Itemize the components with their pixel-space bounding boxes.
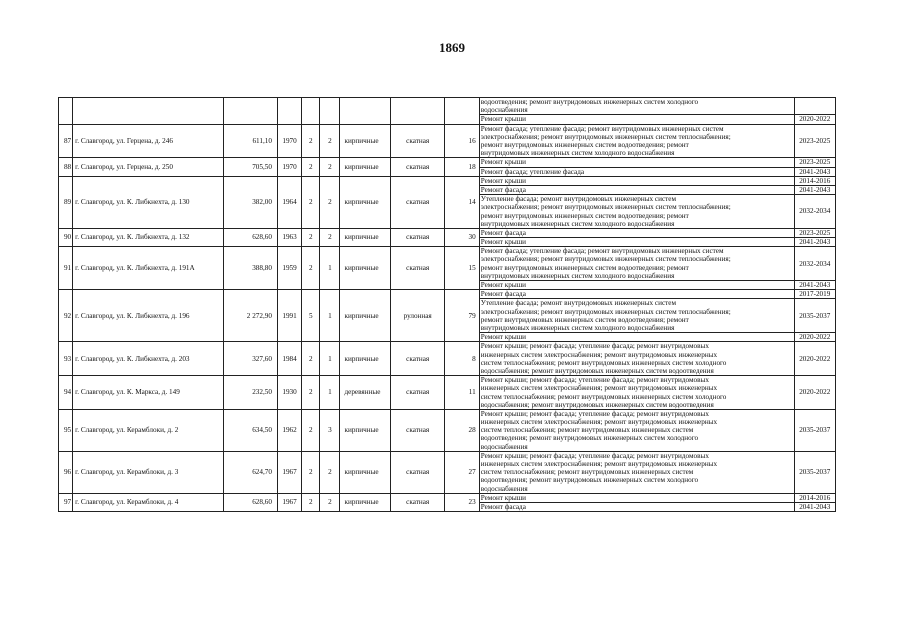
wall-material-cell: кирпичные bbox=[340, 290, 390, 342]
repair-works-line: Ремонт крыши bbox=[480, 493, 527, 502]
house-number-cell: 92 bbox=[59, 290, 73, 342]
repair-period-cell: 2014-2016 bbox=[794, 176, 835, 185]
year-cell: 1970 bbox=[277, 158, 301, 176]
floors-cell: 2 bbox=[302, 342, 320, 376]
repair-works-line: Утепление фасада; ремонт внутридомовых инженерных систем bbox=[480, 299, 677, 308]
wall-material-cell: кирпичные bbox=[340, 451, 390, 493]
repair-works-line: Ремонт крыши; ремонт фасада; утепление фасада; ремонт внутридомовых bbox=[480, 342, 709, 351]
roof-type-cell: скатная bbox=[390, 376, 444, 410]
roof-type-cell: скатная bbox=[390, 342, 444, 376]
repair-period-cell: 2035-2037 bbox=[794, 451, 835, 493]
repair-works-cell bbox=[479, 124, 794, 158]
repair-works-line: систем теплоснабжения; ремонт внутридомовых инженерных систем bbox=[480, 468, 694, 477]
roof-type-cell: рулонная bbox=[390, 290, 444, 342]
repair-works-line: водоснабжения bbox=[480, 106, 528, 115]
repair-works-line: систем теплоснабжения; ремонт внутридомовых инженерных систем холодного bbox=[480, 392, 727, 401]
table-row bbox=[59, 342, 836, 376]
repair-works-line: ремонт внутридомовых инженерных систем водоотведения; ремонт bbox=[480, 211, 689, 220]
year-cell: 1991 bbox=[277, 290, 301, 342]
repair-period-cell: 2032-2034 bbox=[794, 195, 835, 229]
floors-cell: 2 bbox=[302, 247, 320, 290]
house-number-cell: 90 bbox=[59, 228, 73, 246]
repair-period-cell: 2020-2022 bbox=[794, 333, 835, 342]
area-cell bbox=[224, 98, 277, 125]
table-row bbox=[59, 451, 836, 493]
residents-count-cell: 30 bbox=[445, 228, 479, 246]
residents-count-cell: 18 bbox=[445, 158, 479, 176]
repair-works-cell bbox=[479, 228, 794, 237]
repair-works-cell bbox=[479, 299, 794, 333]
wall-material-cell: кирпичные bbox=[340, 158, 390, 176]
repair-works-line: инженерных систем электроснабжения; ремонт внутридомовых инженерных bbox=[480, 384, 718, 393]
repair-period-cell: 2035-2037 bbox=[794, 299, 835, 333]
repair-works-line: Ремонт фасада bbox=[480, 290, 526, 299]
repair-period-cell: 2020-2022 bbox=[794, 115, 835, 124]
table-body bbox=[59, 98, 836, 512]
repair-period-cell: 2020-2022 bbox=[794, 342, 835, 376]
repair-works-line: ремонт внутридомовых инженерных систем водоотведения; ремонт bbox=[480, 263, 689, 272]
table-row bbox=[59, 247, 836, 281]
repair-works-line: водоснабжения bbox=[480, 442, 528, 451]
address-cell: г. Славгород, ул. К. Либкнехта, д. 191А bbox=[73, 247, 224, 290]
wall-material-cell: кирпичные bbox=[340, 228, 390, 246]
address-cell: г. Славгород, ул. Керамблоки, д. 4 bbox=[73, 493, 224, 511]
floors-cell: 5 bbox=[302, 290, 320, 342]
house-number-cell: 96 bbox=[59, 451, 73, 493]
address-cell: г. Славгород, ул. Герцена, д. 246 bbox=[73, 124, 224, 158]
repair-works-line: систем теплоснабжения; ремонт внутридомовых инженерных систем bbox=[480, 426, 694, 435]
repair-works-cell bbox=[479, 451, 794, 493]
year-cell: 1967 bbox=[277, 451, 301, 493]
repair-works-line: Ремонт фасада bbox=[480, 185, 526, 194]
year-cell: 1959 bbox=[277, 247, 301, 290]
address-cell: г. Славгород, ул. Керамблоки, д. 3 bbox=[73, 451, 224, 493]
repair-works-line: инженерных систем электроснабжения; ремонт внутридомовых инженерных bbox=[480, 460, 718, 469]
repair-works-cell bbox=[479, 115, 794, 124]
entrances-cell: 2 bbox=[320, 176, 340, 228]
repair-works-cell bbox=[479, 158, 794, 167]
address-cell bbox=[73, 98, 224, 125]
year-cell: 1930 bbox=[277, 376, 301, 410]
repair-works-line: Ремонт крыши bbox=[480, 238, 527, 247]
repair-works-cell bbox=[479, 502, 794, 511]
entrances-cell: 3 bbox=[320, 409, 340, 451]
repair-period-cell: 2023-2025 bbox=[794, 228, 835, 237]
roof-type-cell: скатная bbox=[390, 124, 444, 158]
entrances-cell: 2 bbox=[320, 493, 340, 511]
wall-material-cell: кирпичные bbox=[340, 342, 390, 376]
year-cell: 1970 bbox=[277, 124, 301, 158]
roof-type-cell: скатная bbox=[390, 158, 444, 176]
repair-works-cell bbox=[479, 247, 794, 281]
wall-material-cell: деревянные bbox=[340, 376, 390, 410]
year-cell: 1967 bbox=[277, 493, 301, 511]
residents-count-cell: 15 bbox=[445, 247, 479, 290]
floors-cell: 2 bbox=[302, 409, 320, 451]
entrances-cell: 1 bbox=[320, 342, 340, 376]
house-number-cell: 94 bbox=[59, 376, 73, 410]
area-cell: 611,10 bbox=[224, 124, 277, 158]
table-row bbox=[59, 158, 836, 167]
repair-period-cell: 2041-2043 bbox=[794, 281, 835, 290]
repair-period-cell: 2041-2043 bbox=[794, 502, 835, 511]
entrances-cell: 2 bbox=[320, 158, 340, 176]
repair-works-line: Ремонт крыши bbox=[480, 281, 527, 290]
repair-works-line: электроснабжения; ремонт внутридомовых инженерных систем теплоснабжения; bbox=[480, 255, 731, 264]
repair-period-cell: 2023-2025 bbox=[794, 124, 835, 158]
entrances-cell: 1 bbox=[320, 290, 340, 342]
house-number-cell: 88 bbox=[59, 158, 73, 176]
repair-period-cell: 2035-2037 bbox=[794, 409, 835, 451]
repair-works-line: внутридомовых инженерных систем холодного водоснабжения bbox=[480, 219, 675, 228]
repair-works-line: внутридомовых инженерных систем холодного водоснабжения bbox=[480, 324, 675, 333]
repair-works-line: электроснабжения; ремонт внутридомовых инженерных систем теплоснабжения; bbox=[480, 132, 731, 141]
repair-works-line: Ремонт крыши bbox=[480, 333, 527, 342]
address-cell: г. Славгород, ул. К. Маркса, д. 149 bbox=[73, 376, 224, 410]
repair-works-cell bbox=[479, 281, 794, 290]
repair-works-line: Ремонт крыши bbox=[480, 158, 527, 167]
repair-works-line: внутридомовых инженерных систем холодного водоснабжения bbox=[480, 149, 675, 158]
wall-material-cell: кирпичные bbox=[340, 176, 390, 228]
address-cell: г. Славгород, ул. Керамблоки, д. 2 bbox=[73, 409, 224, 451]
repair-works-line: водоотведения; ремонт внутридомовых инженерных систем холодного bbox=[480, 476, 699, 485]
repair-works-line: Ремонт фасада bbox=[480, 502, 526, 511]
entrances-cell bbox=[320, 98, 340, 125]
roof-type-cell: скатная bbox=[390, 176, 444, 228]
repair-works-cell bbox=[479, 493, 794, 502]
repair-works-cell bbox=[479, 333, 794, 342]
residents-count-cell: 11 bbox=[445, 376, 479, 410]
floors-cell: 2 bbox=[302, 158, 320, 176]
repair-works-line: Ремонт крыши; ремонт фасада; утепление фасада; ремонт внутридомовых bbox=[480, 451, 709, 460]
year-cell: 1964 bbox=[277, 176, 301, 228]
table-row bbox=[59, 228, 836, 237]
repair-period-cell bbox=[794, 98, 835, 115]
wall-material-cell: кирпичные bbox=[340, 409, 390, 451]
repair-works-line: Ремонт крыши bbox=[480, 115, 527, 124]
wall-material-cell: кирпичные bbox=[340, 493, 390, 511]
entrances-cell: 2 bbox=[320, 451, 340, 493]
address-cell: г. Славгород, ул. К. Либкнехта, д. 130 bbox=[73, 176, 224, 228]
repair-works-cell bbox=[479, 98, 794, 115]
residents-count-cell bbox=[445, 98, 479, 125]
floors-cell: 2 bbox=[302, 176, 320, 228]
repair-works-line: систем теплоснабжения; ремонт внутридомовых инженерных систем холодного bbox=[480, 358, 727, 367]
year-cell: 1984 bbox=[277, 342, 301, 376]
table-row bbox=[59, 409, 836, 451]
house-number-cell: 93 bbox=[59, 342, 73, 376]
roof-type-cell: скатная bbox=[390, 409, 444, 451]
repair-works-line: водоотведения; ремонт внутридомовых инженерных систем холодного bbox=[480, 98, 699, 106]
repair-works-cell bbox=[479, 290, 794, 299]
house-number-cell bbox=[59, 98, 73, 125]
repair-works-line: водоотведения; ремонт внутридомовых инженерных систем холодного bbox=[480, 434, 699, 443]
entrances-cell: 2 bbox=[320, 228, 340, 246]
roof-type-cell: скатная bbox=[390, 451, 444, 493]
house-number-cell: 89 bbox=[59, 176, 73, 228]
residents-count-cell: 27 bbox=[445, 451, 479, 493]
residents-count-cell: 8 bbox=[445, 342, 479, 376]
repair-works-line: Ремонт крыши; ремонт фасада; утепление фасада; ремонт внутридомовых bbox=[480, 376, 709, 385]
residents-count-cell: 79 bbox=[445, 290, 479, 342]
area-cell: 628,60 bbox=[224, 228, 277, 246]
year-cell: 1963 bbox=[277, 228, 301, 246]
page-number: 1869 bbox=[439, 40, 465, 55]
house-number-cell: 87 bbox=[59, 124, 73, 158]
floors-cell: 2 bbox=[302, 376, 320, 410]
wall-material-cell bbox=[340, 98, 390, 125]
repair-works-line: Ремонт крыши; ремонт фасада; утепление фасада; ремонт внутридомовых bbox=[480, 409, 709, 418]
residents-count-cell: 14 bbox=[445, 176, 479, 228]
repair-works-cell bbox=[479, 167, 794, 176]
repair-works-cell bbox=[479, 176, 794, 185]
residents-count-cell: 23 bbox=[445, 493, 479, 511]
repair-period-cell: 2023-2025 bbox=[794, 158, 835, 167]
table-row bbox=[59, 98, 836, 115]
repair-works-line: Ремонт фасада; утепление фасада bbox=[480, 167, 585, 176]
area-cell: 382,00 bbox=[224, 176, 277, 228]
repair-works-cell bbox=[479, 409, 794, 451]
table-row bbox=[59, 176, 836, 185]
residents-count-cell: 16 bbox=[445, 124, 479, 158]
repair-period-cell: 2041-2043 bbox=[794, 167, 835, 176]
table-row bbox=[59, 376, 836, 410]
repair-works-cell bbox=[479, 195, 794, 229]
table-row bbox=[59, 124, 836, 158]
repair-period-cell: 2014-2016 bbox=[794, 493, 835, 502]
area-cell: 2 272,90 bbox=[224, 290, 277, 342]
address-cell: г. Славгород, ул. К. Либкнехта, д. 196 bbox=[73, 290, 224, 342]
area-cell: 232,50 bbox=[224, 376, 277, 410]
repair-works-line: ремонт внутридомовых инженерных систем водоотведения; ремонт bbox=[480, 315, 689, 324]
floors-cell: 2 bbox=[302, 228, 320, 246]
roof-type-cell: скатная bbox=[390, 228, 444, 246]
entrances-cell: 2 bbox=[320, 124, 340, 158]
repair-period-cell: 2020-2022 bbox=[794, 376, 835, 410]
entrances-cell: 1 bbox=[320, 376, 340, 410]
entrances-cell: 1 bbox=[320, 247, 340, 290]
repair-works-line: Ремонт фасада bbox=[480, 228, 526, 237]
roof-type-cell: скатная bbox=[390, 493, 444, 511]
house-number-cell: 91 bbox=[59, 247, 73, 290]
area-cell: 624,70 bbox=[224, 451, 277, 493]
floors-cell: 2 bbox=[302, 124, 320, 158]
repair-works-line: водоснабжения; ремонт внутридомовых инженерных систем водоотведения bbox=[480, 400, 714, 409]
repair-works-cell bbox=[479, 238, 794, 247]
roof-type-cell: скатная bbox=[390, 247, 444, 290]
repair-period-cell: 2041-2043 bbox=[794, 238, 835, 247]
repair-works-cell bbox=[479, 342, 794, 376]
repair-works-line: Ремонт фасада; утепление фасада; ремонт внутридомовых инженерных систем bbox=[480, 124, 724, 133]
address-cell: г. Славгород, ул. К. Либкнехта, д. 132 bbox=[73, 228, 224, 246]
residents-count-cell: 28 bbox=[445, 409, 479, 451]
year-cell: 1962 bbox=[277, 409, 301, 451]
area-cell: 634,50 bbox=[224, 409, 277, 451]
repair-works-line: Ремонт фасада; утепление фасада; ремонт внутридомовых инженерных систем bbox=[480, 247, 724, 256]
address-cell: г. Славгород, ул. Герцена, д. 250 bbox=[73, 158, 224, 176]
repair-works-line: электроснабжения; ремонт внутридомовых инженерных систем теплоснабжения; bbox=[480, 307, 731, 316]
house-number-cell: 95 bbox=[59, 409, 73, 451]
repair-works-line: Ремонт крыши bbox=[480, 176, 527, 185]
repair-works-line: водоснабжения; ремонт внутридомовых инженерных систем водоотведения bbox=[480, 366, 714, 375]
floors-cell: 2 bbox=[302, 451, 320, 493]
table-row bbox=[59, 290, 836, 299]
repair-works-line: инженерных систем электроснабжения; ремонт внутридомовых инженерных bbox=[480, 350, 718, 359]
repair-period-cell: 2032-2034 bbox=[794, 247, 835, 281]
roof-type-cell bbox=[390, 98, 444, 125]
wall-material-cell: кирпичные bbox=[340, 124, 390, 158]
capital-repair-table bbox=[58, 97, 836, 512]
area-cell: 388,80 bbox=[224, 247, 277, 290]
repair-period-cell: 2041-2043 bbox=[794, 185, 835, 194]
area-cell: 705,50 bbox=[224, 158, 277, 176]
year-cell bbox=[277, 98, 301, 125]
table-row bbox=[59, 493, 836, 502]
repair-works-line: водоснабжения bbox=[480, 484, 528, 493]
repair-period-cell: 2017-2019 bbox=[794, 290, 835, 299]
area-cell: 628,60 bbox=[224, 493, 277, 511]
repair-works-line: ремонт внутридомовых инженерных систем водоотведения; ремонт bbox=[480, 140, 689, 149]
repair-works-line: внутридомовых инженерных систем холодного водоснабжения bbox=[480, 271, 675, 280]
area-cell: 327,60 bbox=[224, 342, 277, 376]
repair-works-line: инженерных систем электроснабжения; ремонт внутридомовых инженерных bbox=[480, 418, 718, 427]
repair-works-cell bbox=[479, 376, 794, 410]
address-cell: г. Славгород, ул. К. Либкнехта, д. 203 bbox=[73, 342, 224, 376]
repair-works-cell bbox=[479, 185, 794, 194]
repair-works-line: Утепление фасада; ремонт внутридомовых инженерных систем bbox=[480, 195, 677, 204]
house-number-cell: 97 bbox=[59, 493, 73, 511]
wall-material-cell: кирпичные bbox=[340, 247, 390, 290]
floors-cell bbox=[302, 98, 320, 125]
repair-works-line: электроснабжения; ремонт внутридомовых инженерных систем теплоснабжения; bbox=[480, 203, 731, 212]
floors-cell: 2 bbox=[302, 493, 320, 511]
